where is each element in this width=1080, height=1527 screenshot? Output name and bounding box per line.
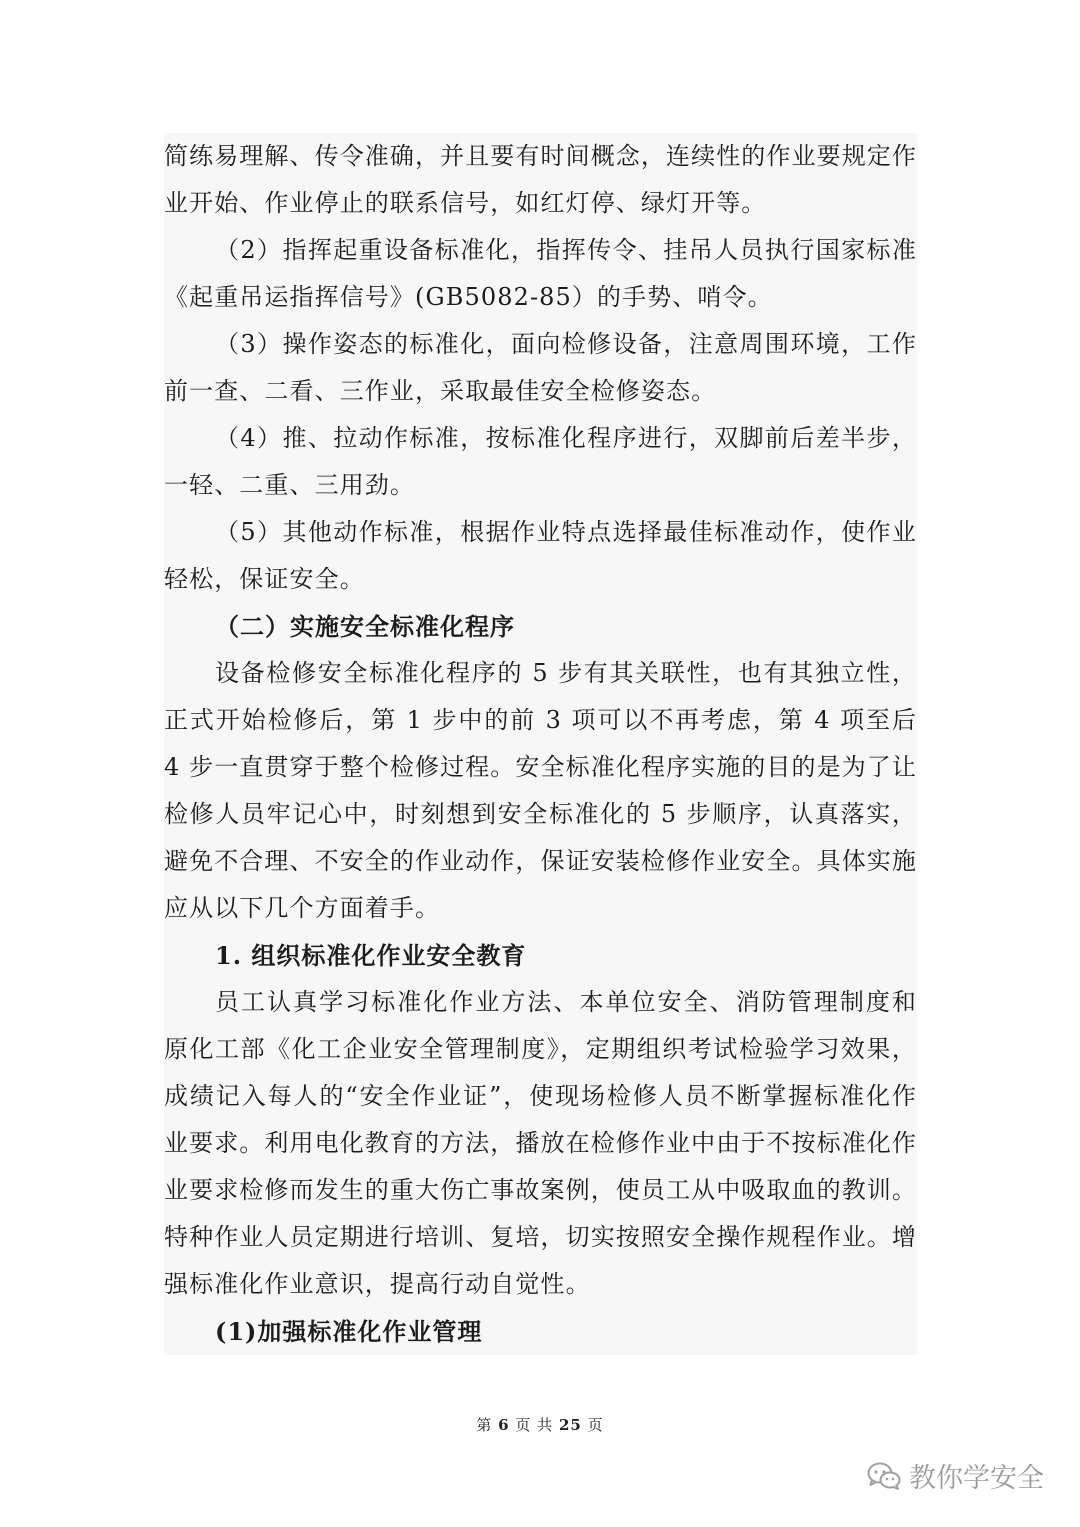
page-footer xyxy=(0,1414,1080,1435)
wechat-icon xyxy=(867,1461,901,1491)
section-heading: (1)加强标准化作业管理 xyxy=(215,1317,483,1346)
section-heading: 1. 组织标准化作业安全教育 xyxy=(215,941,527,970)
paragraph: 员工认真学习标准化作业方法、本单位安全、消防管理制度和原化工部《化工企业安全管理制度》，定期组织考试检验学习效果，成绩记入每人的“安全作业证”，使现场检修人员不断掌握标准化作业要求。利用电化教育的方法，播放在检修作业中由于不按标准化作业要求检修而发生的重大伤亡事故案例，使员工从中吸取血的教训。特种作业人员定期进行培训、复培，切实按照安全操作规程作业。增强标准化作业意识，提高行动自觉性。 xyxy=(164,988,917,1298)
watermark xyxy=(867,1456,1044,1495)
footer-middle: 页 共 xyxy=(515,1416,554,1434)
section-heading: （二）实施安全标准化程序 xyxy=(215,612,515,641)
watermark-text: 教你学安全 xyxy=(909,1463,1044,1494)
paragraph: 简练易理解、传令准确，并且要有时间概念，连续性的作业要规定作业开始、作业停止的联系信号，如红灯停、绿灯开等。 xyxy=(164,142,917,217)
paragraph: （2）指挥起重设备标准化，指挥传令、挂吊人员执行国家标准《起重吊运指挥信号》(GB5082-85）的手势、哨令。 xyxy=(164,236,917,311)
footer-suffix: 页 xyxy=(587,1416,604,1434)
paragraph: （4）推、拉动作标准，按标准化程序进行，双脚前后差半步，一轻、二重、三用劲。 xyxy=(164,424,917,499)
paragraph: （5）其他动作标准，根据作业特点选择最佳标准动作，使作业轻松，保证安全。 xyxy=(164,518,917,593)
current-page-number: 6 xyxy=(498,1416,510,1434)
document-body xyxy=(164,133,917,1355)
footer-prefix: 第 xyxy=(476,1416,493,1434)
paragraph: （3）操作姿态的标准化，面向检修设备，注意周围环境，工作前一查、二看、三作业，采取最佳安全检修姿态。 xyxy=(164,330,917,405)
total-pages-number: 25 xyxy=(558,1416,582,1434)
paragraph: 设备检修安全标准化程序的 5 步有其关联性，也有其独立性，正式开始检修后，第 1 步中的前 3 项可以不再考虑，第 4 项至后 4 步一直贯穿于整个检修过程。安全标准化程序实施的目的是为了让检修人员牢记心中，时刻想到安全标准化的 5 步顺序，认真落实，避免不合理、不安全的作业动作，保证安装检修作业安全。具体实施应从以下几个方面着手。 xyxy=(164,659,917,922)
